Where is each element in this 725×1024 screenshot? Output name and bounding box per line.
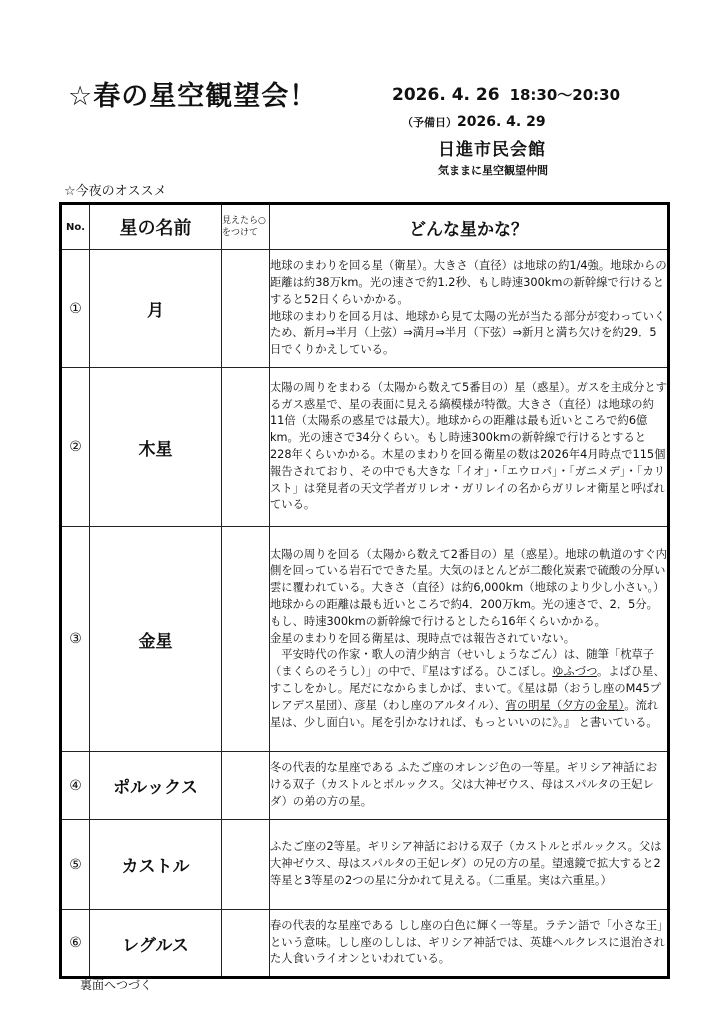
venue: 日進市民会館 — [438, 140, 546, 160]
table-row — [61, 250, 669, 368]
star-description — [270, 250, 669, 368]
seen-checkbox-cell[interactable] — [222, 527, 270, 752]
row-number: ③ — [61, 527, 90, 752]
seen-checkbox-cell[interactable] — [222, 250, 270, 368]
description-paragraph: 金星のまわりを回る衛星は、現時点では報告されていない。 — [270, 631, 576, 645]
star-table — [59, 202, 670, 979]
star-description — [270, 820, 669, 910]
quote-middle: 。よばひ星、すこしをかし。尾だになからましかば、まいて。《星は昴（おうし座のM45プレアデス星団）、彦星（わし座のアルタイル）、 — [270, 665, 665, 712]
quote-outro: 。流れ星は、少し面白い。尾を引かなければ、もっといいのに》。』 と書いている。 — [270, 698, 659, 729]
description-paragraph: 地球のまわりを回る星（衛星）。大きさ（直径）は地球の約1/4強。地球からの距離は約38万km。光の速さで約1.2秒、もし時速300kmの新幹線で行けるとすると52日くらいかかる。 — [270, 259, 667, 306]
description-paragraph: 地球のまわりを回る月は、地球から見て太陽の光が当たる部分が変わっていくため、新月⇒半月（上弦）⇒満月⇒半月（下弦）⇒新月と満ち欠けを約29．5日でくりかえしている。 — [270, 309, 666, 357]
spare-date-value: 2026. 4. 29 — [457, 114, 546, 130]
quote-underline-yuubutsu: ゆふづつ — [552, 665, 597, 679]
spare-date — [402, 114, 546, 130]
column-header-name: 星の名前 — [90, 204, 222, 250]
star-description — [270, 527, 669, 752]
description-paragraph: ふたご座の2等星。ギリシア神話における双子（カストルとポルックス。父は大神ゼウス、母はスパルタの王妃レダ）の兄の方の星。望遠鏡で拡大すると2等星と3等星の2つの星に分かれて見える。（二重星。実は六重星。） — [270, 840, 662, 887]
row-number: ① — [61, 250, 90, 368]
table-row — [61, 752, 669, 820]
star-name: ポルックス — [90, 752, 222, 820]
row-number: ⑥ — [61, 910, 90, 978]
table-header-row — [61, 204, 669, 250]
description-paragraph: 冬の代表的な星座である ふたご座のオレンジ色の一等星。ギリシア神話における双子（カストルとポルックス。父は大神ゼウス、母はスパルタの王妃レダ）の弟の方の星。 — [270, 761, 658, 808]
star-name: 木星 — [90, 368, 222, 527]
row-number: ⑤ — [61, 820, 90, 910]
star-name: カストル — [90, 820, 222, 910]
section-title: ☆今夜のオススメ — [64, 184, 167, 199]
seen-checkbox-cell[interactable] — [222, 910, 270, 978]
seen-checkbox-cell[interactable] — [222, 368, 270, 527]
star-name: レグルス — [90, 910, 222, 978]
row-number: ④ — [61, 752, 90, 820]
column-header-description: どんな星かな？ — [270, 204, 669, 250]
table-row — [61, 910, 669, 978]
quote-underline-evening-star: 宵の明星（夕方の金星） — [505, 698, 625, 712]
star-description — [270, 368, 669, 527]
row-number: ② — [61, 368, 90, 527]
event-date — [392, 84, 620, 105]
event-time: 18:30～20:30 — [509, 86, 621, 104]
seen-checkbox-cell[interactable] — [222, 820, 270, 910]
page-title: ☆春の星空観望会！ — [68, 81, 318, 112]
quote-intro: 平安時代の作家・歌人の清少納言（せいしょうなごん）は、随筆「枕草子（まくらのそうし）」の中で、『星はすばる。ひこぼし。 — [270, 648, 655, 679]
description-paragraph: 太陽の周りをまわる（太陽から数えて5番目の）星（惑星）。ガスを主成分とするガス惑星で、星の表面に見える縞模様が特徴。大きさ（直径）は地球の約11倍（太陽系の惑星では最大）。地球からの距離は最も近いところで約6億km。光の速さで34分くらい。もし時速300kmの新幹線で行けるとすると228年くらいかかる。木星のまわりを回る衛星の数は2026年4月時点で115個報告されており、その中でも大きな「イオ」・「エウロパ」・「ガニメデ」・「カリスト」は発見者の天文学者ガリレオ・ガリレイの名からガリレオ衛星と呼ばれている。 — [270, 380, 667, 512]
star-description — [270, 752, 669, 820]
table-row — [61, 820, 669, 910]
table-row — [61, 527, 669, 752]
column-header-check: 見えたら○をつけて — [222, 204, 270, 250]
organizer: 気ままに星空観望仲間 — [438, 164, 548, 177]
seen-checkbox-cell[interactable] — [222, 752, 270, 820]
event-date-value: 2026. 4. 26 — [392, 85, 500, 105]
star-name: 金星 — [90, 527, 222, 752]
star-description — [270, 910, 669, 978]
spare-date-label: （予備日） — [402, 116, 457, 129]
description-paragraph: 春の代表的な星座である しし座の白色に輝く一等星。ラテン語で「小さな王」という意味。しし座のししは、ギリシア神話では、英雄ヘルクレスに退治された人食いライオンといわれている。 — [270, 918, 665, 966]
makura-no-soshi-quote — [270, 647, 667, 731]
column-header-no: No. — [61, 204, 90, 250]
description-paragraph: 太陽の周りを回る（太陽から数えて2番目の）星（惑星）。地球の軌道のすぐ内側を回っている岩石でできた星。大気のほとんどが二酸化炭素で硫酸の分厚い雲に覆われている。大きさ（直径）は約6,000km（地球のより少し小さい。）地球からの距離は最も近いところで約4．200万km。光の速さで、2．5分。もし、時速300kmの新幹線で行けるとしたら16年くらいかかる。 — [270, 547, 667, 628]
star-name: 月 — [90, 250, 222, 368]
table-row — [61, 368, 669, 527]
continued-on-back-note: 裏面へつづく — [80, 978, 153, 992]
